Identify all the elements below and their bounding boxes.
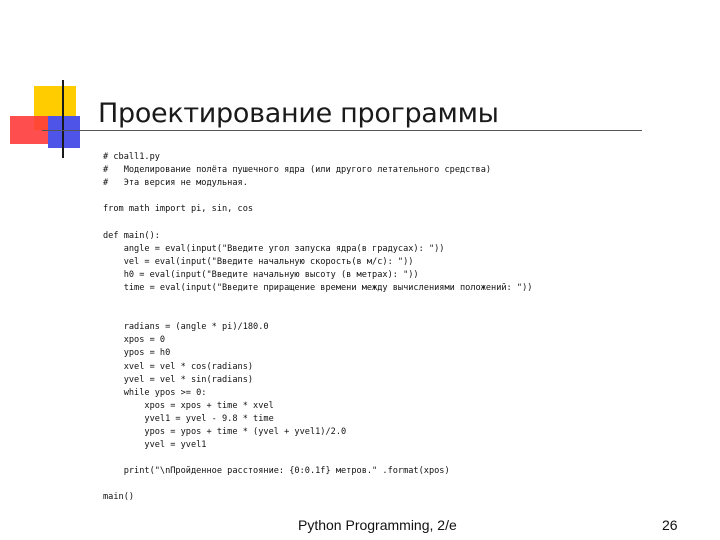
code-line	[103, 216, 532, 229]
code-block	[103, 151, 532, 505]
blue-square-decoration	[48, 116, 80, 148]
slide-title: Проектирование программы	[98, 98, 499, 129]
code-line: # cball1.py	[103, 152, 160, 162]
code-line: xvel = vel * cos(radians)	[103, 361, 254, 372]
code-line: vel = eval(input("Введите начальную скорость(в м/с): "))	[103, 256, 414, 267]
code-line: yvel = yvel1	[103, 440, 207, 451]
code-line: ypos = ypos + time * (yvel + yvel1)/2.0	[103, 426, 347, 437]
code-line: xpos = xpos + time * xvel	[103, 400, 274, 411]
title-underline	[42, 130, 642, 131]
page-number: 26	[662, 517, 678, 533]
code-line: while ypos >= 0:	[103, 387, 207, 398]
code-line	[103, 308, 532, 321]
code-line: ypos = h0	[103, 348, 171, 359]
code-line	[103, 478, 532, 491]
code-line: radians = (angle * pi)/180.0	[103, 322, 269, 333]
code-line: h0 = eval(input("Введите начальную высоту (в метрах): "))	[103, 269, 419, 280]
code-line: yvel = vel * sin(radians)	[103, 374, 254, 385]
code-line: time = eval(input("Введите приращение времени между вычислениями положений: "))	[103, 282, 533, 293]
code-line: def main():	[103, 230, 160, 241]
code-line: main()	[103, 492, 135, 503]
code-line: print("\nПройденное расстояние: {0:0.1f} метров." .format(xpos)	[103, 466, 450, 477]
code-line: from math import pi, sin, cos	[103, 204, 254, 215]
code-line: angle = eval(input("Введите угол запуска ядра(в градусах): "))	[103, 243, 445, 254]
code-line	[103, 295, 532, 308]
code-line	[103, 190, 532, 203]
footer-text: Python Programming, 2/e	[298, 517, 457, 533]
code-line: # Моделирование полёта пушечного ядра (или другого летательного средства)	[103, 165, 492, 176]
code-line: xpos = 0	[103, 335, 166, 346]
code-line: # Эта версия не модульная.	[103, 178, 248, 189]
code-line: yvel1 = yvel - 9.8 * time	[103, 413, 274, 424]
vertical-rule	[62, 80, 64, 158]
code-line	[103, 452, 532, 465]
